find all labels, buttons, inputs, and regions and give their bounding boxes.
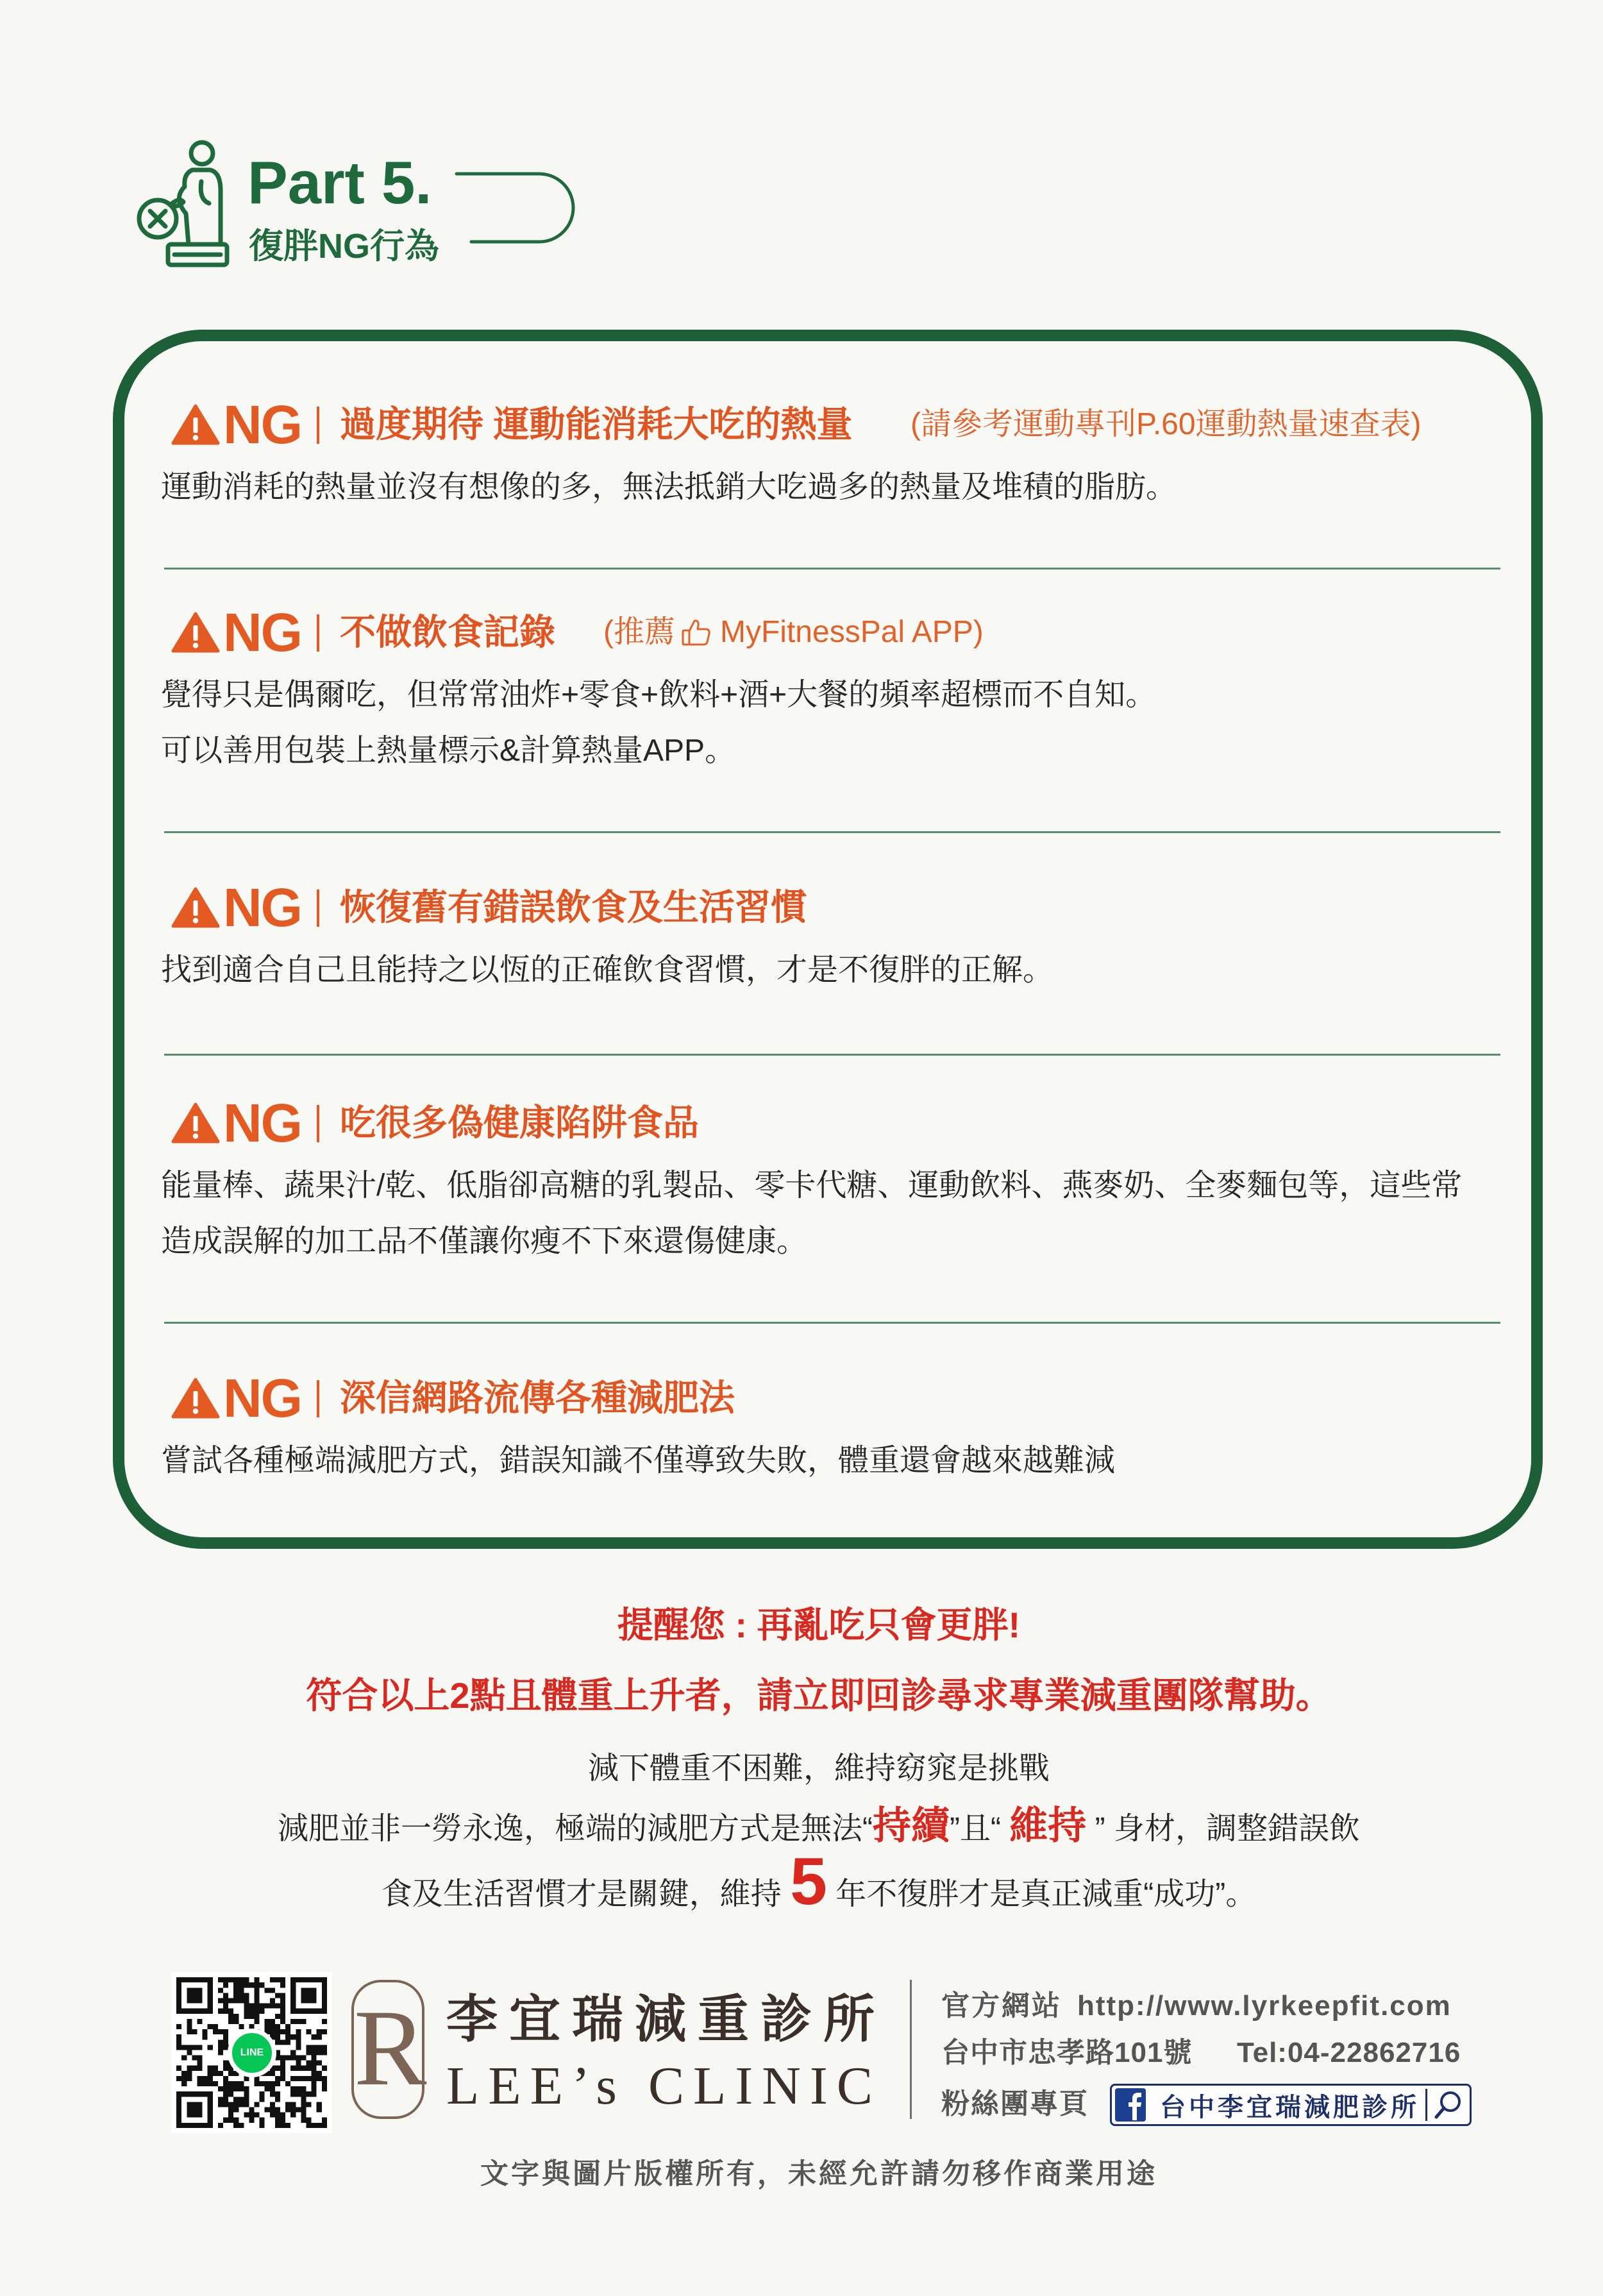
reminder-action: 符合以上2點且體重上升者，請立即回診尋求專業減重團隊幫助。 <box>306 1675 1332 1716</box>
emphasis-years: 5 <box>790 1844 827 1919</box>
emphasis-maintain: 維持 <box>1009 1804 1087 1847</box>
ng-item <box>0 602 1603 780</box>
message-text: 食及生活習慣才是關鍵，維持 <box>381 1877 791 1911</box>
ng-badge: NG <box>223 877 301 938</box>
ng-badge: NG <box>223 1368 301 1428</box>
ng-item <box>0 877 1603 1055</box>
description-line: 嘗試各種極端減肥方式，錯誤知識不僅導致失敗，體重還會越來越難減 <box>161 1444 1116 1478</box>
message-text: 年不復胖才是真正減重“成功”。 <box>827 1877 1257 1911</box>
part-label: Part 5. <box>248 149 432 216</box>
warning-triangle-icon <box>171 611 220 654</box>
section-divider <box>164 1054 1500 1056</box>
ng-description <box>161 1158 1462 1269</box>
separator <box>317 890 319 927</box>
reminder-headline: 提醒您 : 再亂吃只會更胖! <box>617 1605 1021 1645</box>
warning-triangle-icon <box>171 886 220 929</box>
logo-letter: R <box>354 1988 427 2108</box>
ng-title: 吃很多偽健康陷阱食品 <box>340 1102 699 1143</box>
section-subtitle: 復胖NG行為 <box>249 227 439 266</box>
ng-badge: NG <box>223 1093 301 1153</box>
description-line: 找到適合自己且能持之以恆的正確飲食習慣，才是不復胖的正解。 <box>161 953 1054 987</box>
person-on-scale-icon <box>135 138 231 269</box>
description-line: 能量棒、蔬果汁/乾、低脂卻高糖的乳製品、零卡代糖、運動飲料、燕麥奶、全麥麵包等，這些常 <box>161 1169 1463 1203</box>
footer-divider <box>910 1980 912 2119</box>
description-line: 可以善用包裝上熱量標示&計算熱量APP。 <box>161 734 736 768</box>
separator <box>1425 2089 1427 2121</box>
facebook-icon <box>1115 2088 1146 2122</box>
clinic-logo <box>351 1980 427 2119</box>
section-divider <box>164 831 1500 833</box>
website-url: http://www.lyrkeepfit.com <box>1077 1990 1452 2022</box>
ng-title: 過度期待 運動能消耗大吃的熱量 <box>340 404 853 444</box>
separator <box>317 614 319 652</box>
ng-badge: NG <box>223 394 301 455</box>
ng-description <box>161 942 1053 998</box>
description-line: 運動消耗的熱量並沒有想像的多，無法抵銷大吃過多的熱量及堆積的脂肪。 <box>161 470 1177 504</box>
line-badge: LINE <box>228 2029 276 2077</box>
message-line: 減下體重不困難，維持窈窕是挑戰 <box>587 1752 1050 1785</box>
ng-note: (請參考運動專刊P.60運動熱量速查表) <box>911 407 1422 441</box>
message-text: ”且“ <box>950 1812 1010 1846</box>
message-text: 減肥並非一勞永逸，極端的減肥方式是無法“ <box>278 1812 873 1846</box>
ng-badge: NG <box>223 602 301 663</box>
ng-item <box>0 394 1603 572</box>
ng-note-text: MyFitnessPal APP) <box>720 615 984 649</box>
section-divider <box>164 568 1500 570</box>
ng-item <box>0 1093 1603 1270</box>
ng-description <box>161 1433 1115 1489</box>
ng-title: 恢復舊有錯誤飲食及生活習慣 <box>340 887 807 927</box>
message-line <box>35 1843 1603 1920</box>
separator <box>317 1105 319 1142</box>
telephone: Tel:04-22862716 <box>1237 2037 1461 2068</box>
fanpage-label: 粉絲團專頁 <box>941 2088 1089 2120</box>
ng-description <box>161 459 1177 515</box>
separator <box>317 407 319 444</box>
warning-triangle-icon <box>171 1102 220 1144</box>
description-line: 覺得只是偶爾吃，但常常油炸+零食+飲料+酒+大餐的頻率超標而不自知。 <box>161 678 1157 712</box>
separator <box>317 1380 319 1417</box>
ng-note-prefix: (推薦 <box>603 615 675 649</box>
description-line: 造成誤解的加工品不僅讓你瘦不下來還傷健康。 <box>161 1224 808 1258</box>
warning-triangle-icon <box>171 403 220 446</box>
copyright-notice: 文字與圖片版權所有，未經允許請勿移作商業用途 <box>480 2158 1157 2190</box>
warning-triangle-icon <box>171 1377 220 1419</box>
message-text: ” 身材，調整錯誤飲 <box>1086 1812 1360 1846</box>
title-bracket-decoration <box>449 167 583 250</box>
qr-code <box>171 1972 332 2133</box>
emphasis-sustain: 持續 <box>873 1804 950 1847</box>
clinic-name-zh: 李宜瑞減重診所 <box>446 1992 886 2048</box>
address: 台中市忠孝路101號 <box>941 2037 1193 2068</box>
clinic-name-en: LEE’s CLINIC <box>446 2056 882 2116</box>
fanpage-name: 台中李宜瑞減肥診所 <box>1160 2093 1420 2122</box>
ng-note <box>603 607 984 658</box>
facebook-fanpage-box <box>1110 2084 1472 2126</box>
ng-item <box>0 1368 1603 1546</box>
website-label: 官方網站 <box>941 1990 1062 2022</box>
section-divider <box>164 1322 1500 1324</box>
ng-description <box>161 667 1156 779</box>
ng-title: 不做飲食記錄 <box>340 612 555 652</box>
thumbs-up-icon <box>680 618 712 647</box>
search-icon <box>1431 2088 1466 2122</box>
ng-title: 深信網路流傳各種減肥法 <box>340 1378 735 1418</box>
